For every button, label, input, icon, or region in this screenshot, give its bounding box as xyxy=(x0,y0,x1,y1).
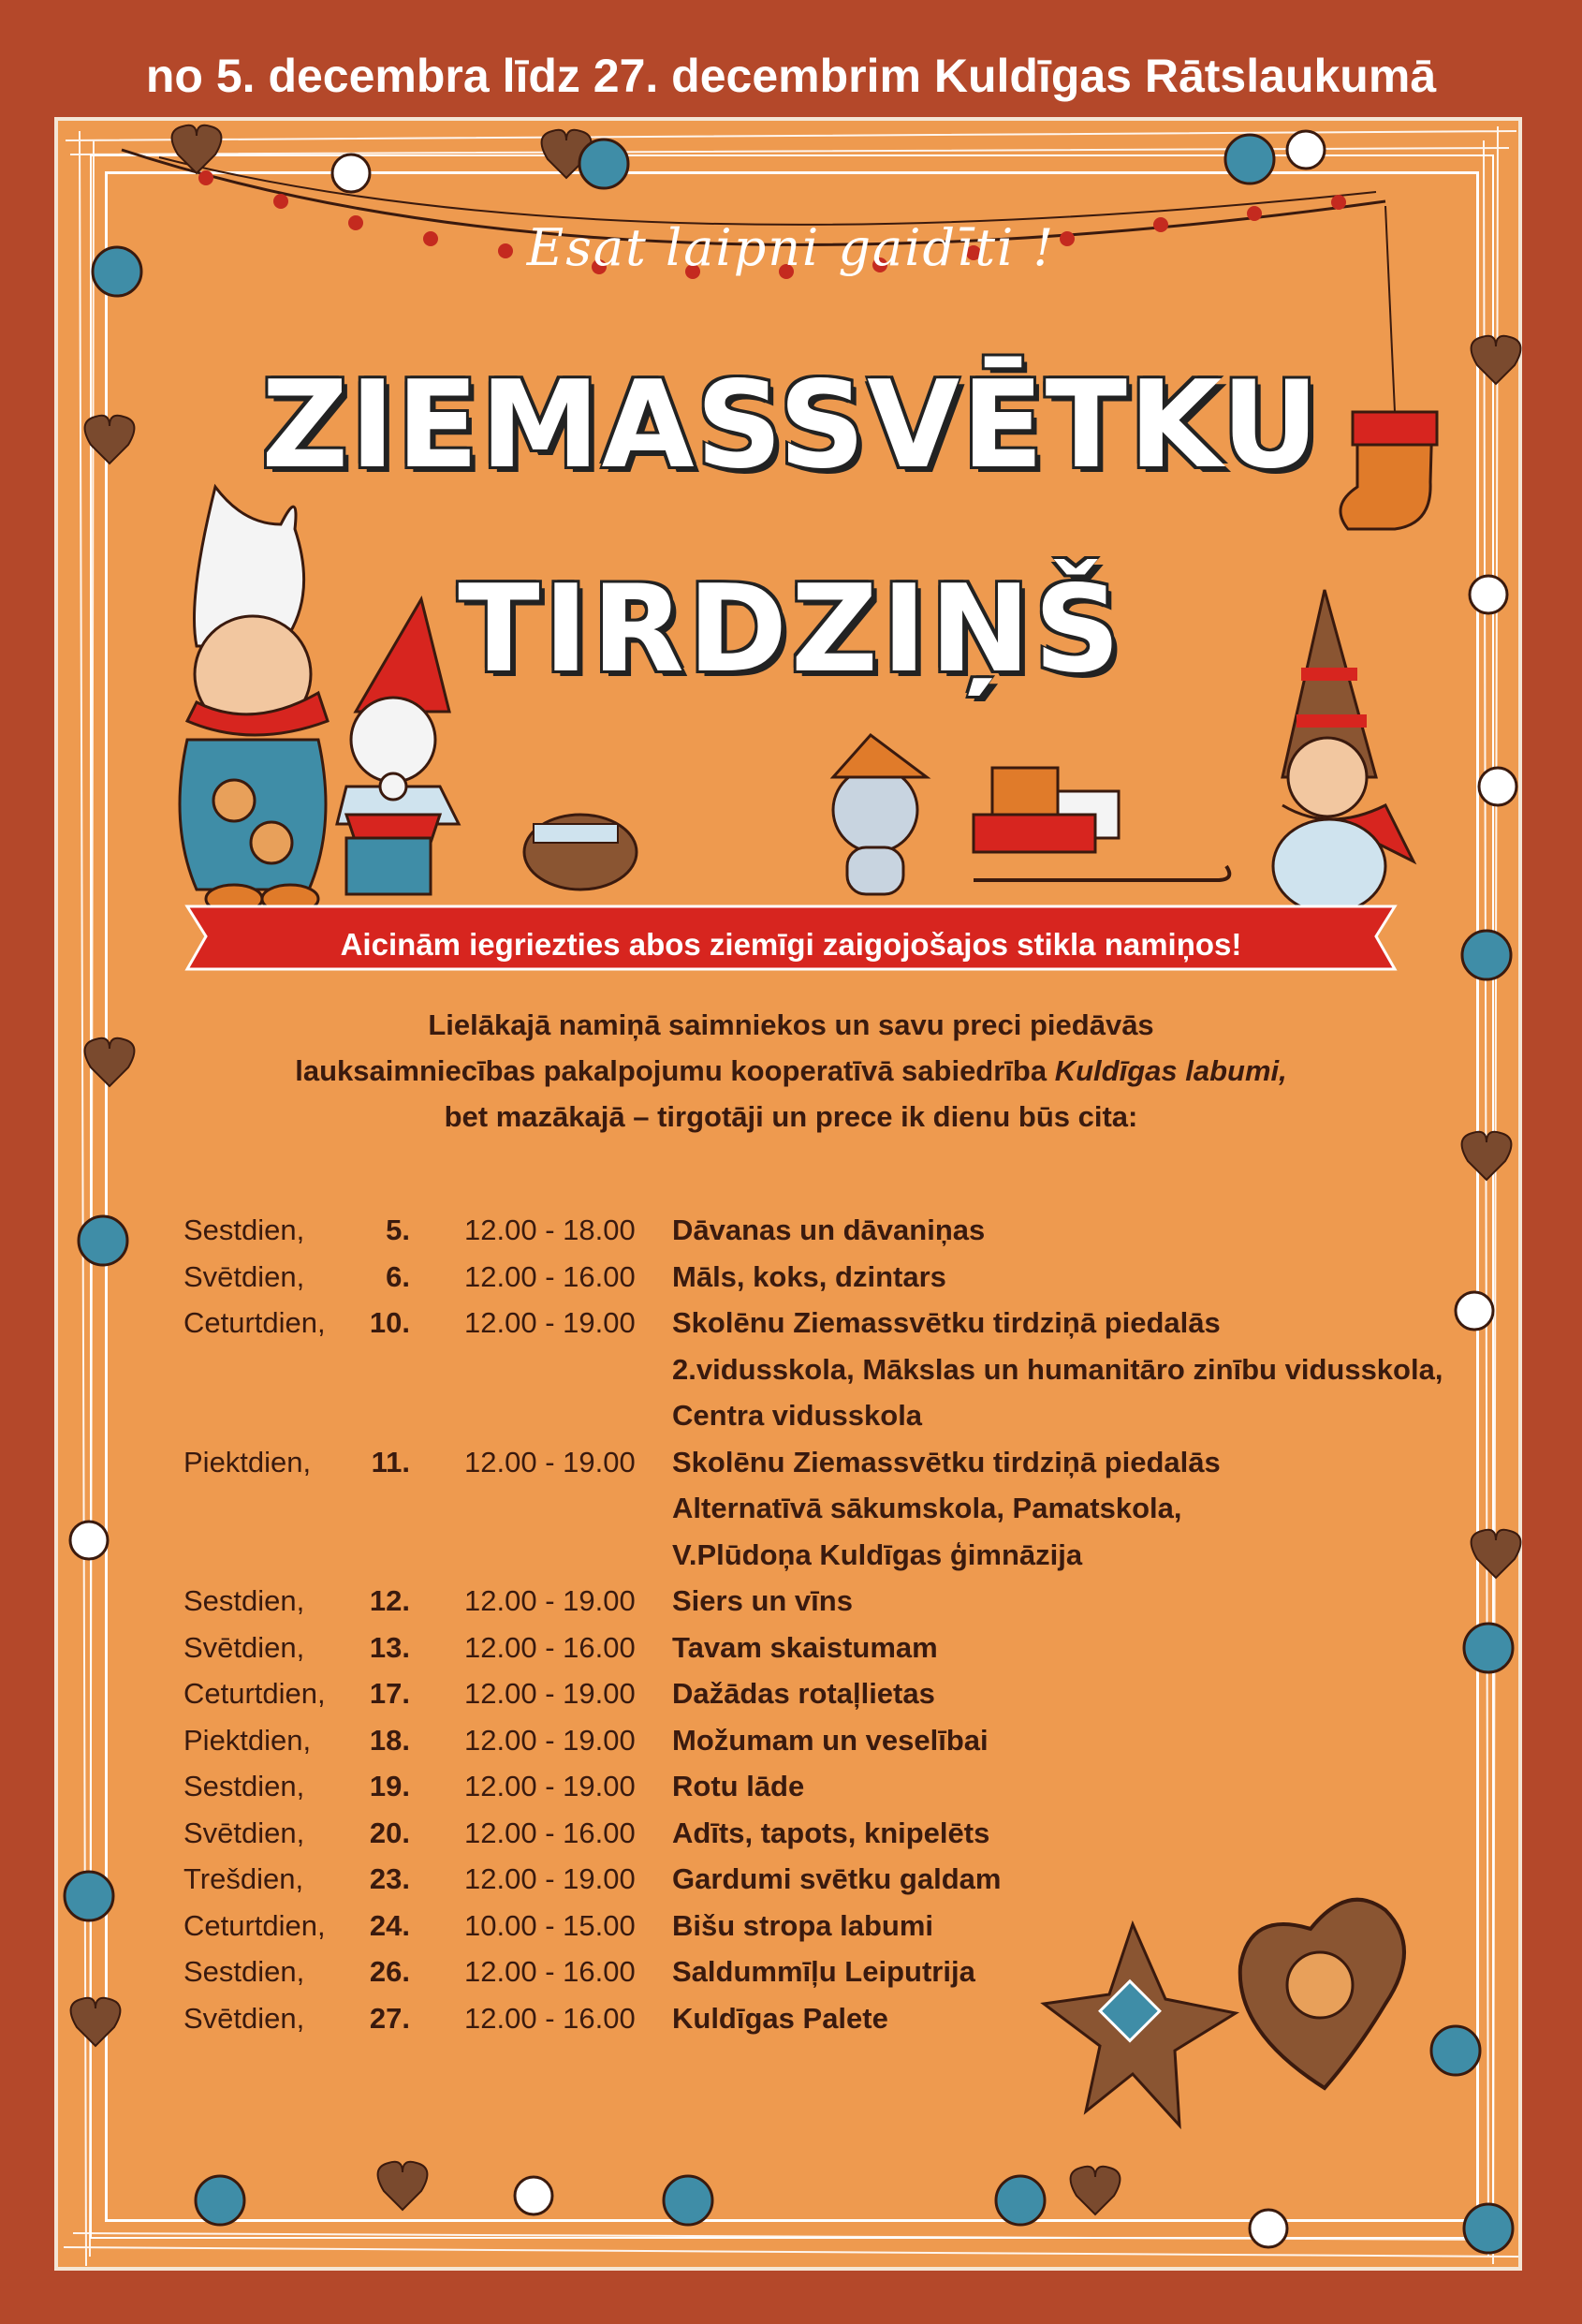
schedule-description: Māls, koks, dzintars xyxy=(672,1259,946,1293)
schedule-day: Ceturtdien, xyxy=(183,1306,326,1339)
schedule-day: Svētdien, xyxy=(183,2001,305,2035)
schedule-date: 17. xyxy=(369,1677,410,1710)
schedule-description: Kuldīgas Palete xyxy=(672,2001,888,2035)
schedule-time: 10.00 - 15.00 xyxy=(464,1908,636,1942)
schedule-time: 12.00 - 19.00 xyxy=(464,1445,636,1478)
schedule-day: Svētdien, xyxy=(183,1816,305,1849)
schedule-date: 27. xyxy=(369,2001,410,2035)
bird-icon xyxy=(524,815,637,890)
schedule-description: 2.vidusskola, Mākslas un humanitāro zinību vidusskola, xyxy=(672,1352,1443,1386)
schedule-description: Skolēnu Ziemassvētku tirdziņā piedalās xyxy=(672,1445,1221,1478)
intro-line: bet mazākajā – tirgotāji un prece ik dienu būs cita: xyxy=(444,1100,1138,1133)
schedule-day: Sestdien, xyxy=(183,1770,305,1802)
schedule-date: 12. xyxy=(369,1584,410,1617)
schedule-date: 24. xyxy=(369,1908,410,1942)
schedule-day: Sestdien, xyxy=(183,1584,305,1617)
schedule-time: 12.00 - 19.00 xyxy=(464,1677,636,1710)
schedule-day: Sestdien, xyxy=(183,1955,305,1988)
schedule-description: Alternatīvā sākumskola, Pamatskola, xyxy=(672,1492,1182,1524)
intro-text xyxy=(187,1002,1395,1140)
welcome-text: Esat laipni gaidīti ! xyxy=(526,218,1056,277)
schedule-description: Gardumi svētku galdam xyxy=(672,1862,1002,1895)
schedule-time: 12.00 - 19.00 xyxy=(464,1306,636,1339)
schedule-description: Siers un vīns xyxy=(672,1584,853,1617)
schedule-description: Adīts, tapots, knipelēts xyxy=(672,1816,990,1849)
schedule-description: Skolēnu Ziemassvētku tirdziņā piedalās xyxy=(672,1306,1221,1339)
schedule-day: Svētdien, xyxy=(183,1259,305,1293)
schedule-description: Dažādas rotaļlietas xyxy=(672,1677,935,1710)
schedule-description: Tavam skaistumam xyxy=(672,1630,938,1664)
title-line2: TIRDZIŅŠ xyxy=(458,560,1124,699)
schedule-date: 11. xyxy=(371,1445,410,1478)
title-line1: ZIEMASSVĒTKU xyxy=(261,356,1321,495)
ribbon-text: Aicinām iegriezties abos ziemīgi zaigojošajos stikla namiņos! xyxy=(340,927,1242,962)
schedule-date: 18. xyxy=(369,1723,410,1757)
schedule-day: Piektdien, xyxy=(183,1723,312,1757)
schedule-day: Svētdien, xyxy=(183,1630,305,1664)
schedule-date: 26. xyxy=(369,1955,410,1988)
schedule-description: Saldummīļu Leiputrija xyxy=(672,1955,975,1988)
schedule-time: 12.00 - 19.00 xyxy=(464,1584,636,1617)
schedule-time: 12.00 - 16.00 xyxy=(464,1955,636,1988)
schedule-time: 12.00 - 19.00 xyxy=(464,1862,636,1895)
schedule-description: Centra vidusskola xyxy=(672,1399,923,1432)
schedule-time: 12.00 - 16.00 xyxy=(464,2001,636,2035)
schedule-date: 23. xyxy=(369,1862,410,1895)
schedule-time: 12.00 - 16.00 xyxy=(464,1259,636,1293)
schedule-date: 6. xyxy=(386,1259,410,1293)
schedule-time: 12.00 - 18.00 xyxy=(464,1213,636,1246)
sled-with-gifts xyxy=(974,768,1229,880)
schedule-date: 10. xyxy=(369,1306,410,1339)
organization-name: Kuldīgas labumi, xyxy=(1054,1054,1287,1087)
schedule-description: Bišu stropa labumi xyxy=(672,1908,934,1942)
schedule-date: 19. xyxy=(369,1770,410,1802)
schedule-day: Piektdien, xyxy=(183,1445,312,1478)
schedule-time: 12.00 - 16.00 xyxy=(464,1630,636,1664)
schedule-date: 13. xyxy=(369,1630,410,1664)
intro-line: lauksaimniecības pakalpojumu kooperatīvā sabiedrība Kuldīgas labumi, xyxy=(295,1054,1287,1087)
schedule-description: Dāvanas un dāvaniņas xyxy=(672,1213,986,1246)
schedule-description: V.Plūdoņa Kuldīgas ģimnāzija xyxy=(672,1537,1083,1571)
schedule-description: Možumam un veselībai xyxy=(672,1723,989,1757)
schedule-time: 12.00 - 16.00 xyxy=(464,1816,636,1849)
schedule-date: 5. xyxy=(386,1213,410,1246)
schedule-day: Sestdien, xyxy=(183,1213,305,1246)
schedule-day: Ceturtdien, xyxy=(183,1677,326,1710)
intro-line: Lielākajā namiņā saimniekos un savu preci piedāvās xyxy=(428,1008,1154,1041)
mouse-icon xyxy=(833,735,927,894)
schedule-day: Ceturtdien, xyxy=(183,1908,326,1942)
schedule-date: 20. xyxy=(369,1816,410,1849)
gnome-left xyxy=(180,487,328,913)
schedule-description: Rotu lāde xyxy=(672,1770,805,1802)
schedule-time: 12.00 - 19.00 xyxy=(464,1723,636,1757)
schedule-time: 12.00 - 19.00 xyxy=(464,1770,636,1802)
schedule-day: Trešdien, xyxy=(183,1862,304,1895)
date-location-banner: no 5. decembra līdz 27. decembrim Kuldīgas Rātslaukumā xyxy=(145,50,1437,102)
